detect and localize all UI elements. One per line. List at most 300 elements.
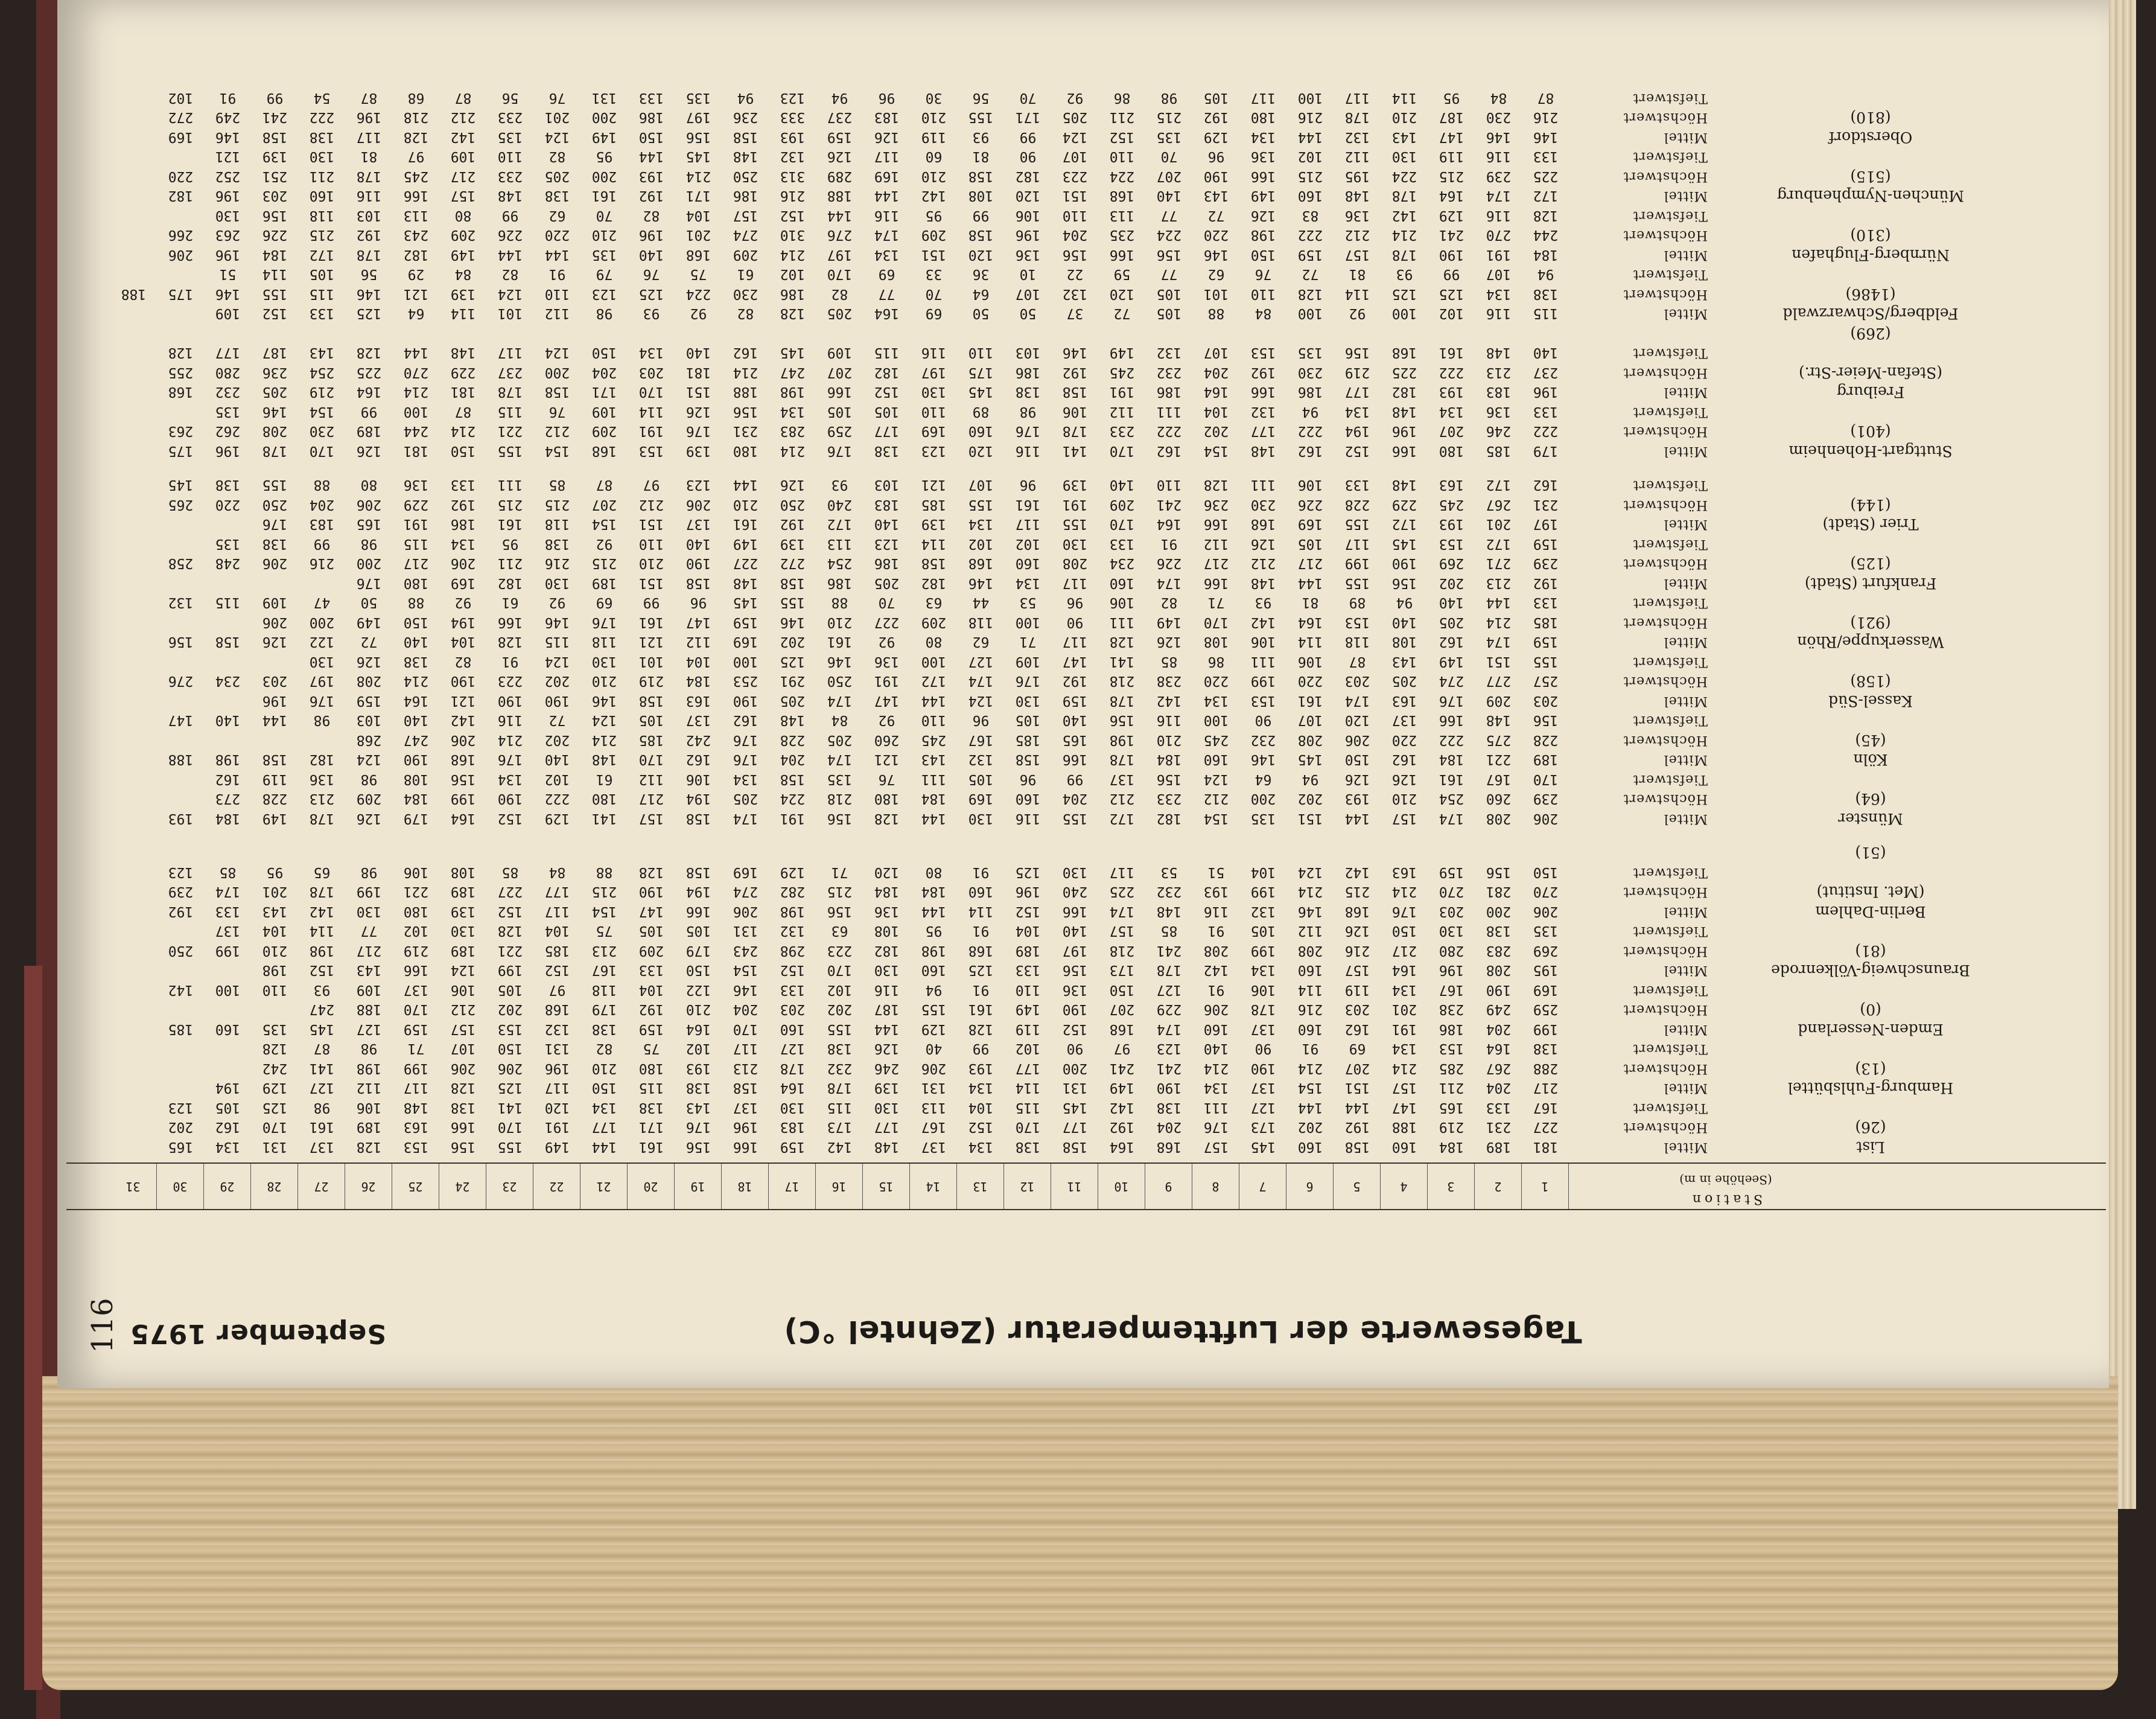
- value-cell: 190: [1391, 555, 1417, 572]
- value-cell: 267: [1486, 497, 1512, 512]
- value-cell: 149: [1156, 614, 1182, 630]
- value-cell: 94: [1396, 595, 1413, 611]
- value-cell: 134: [968, 1139, 994, 1155]
- value-cell: 81: [1349, 266, 1366, 282]
- value-cell: 203: [262, 673, 288, 689]
- value-cell: 185: [921, 497, 947, 512]
- value-cell: 195: [1533, 962, 1559, 978]
- value-cell: 192: [1250, 365, 1276, 380]
- value-cell: 280: [215, 365, 241, 380]
- value-cell: 109: [450, 148, 476, 165]
- value-cell: 202: [544, 673, 570, 689]
- value-cell: 97: [643, 477, 660, 493]
- value-cell: 130: [968, 811, 994, 826]
- value-cell: 69: [1349, 1041, 1366, 1057]
- value-cell: 239: [1533, 791, 1559, 807]
- value-cell: 138: [262, 536, 288, 552]
- title-row: [60, 1307, 2112, 1349]
- value-cell: 207: [591, 497, 617, 512]
- value-cell: 133: [1533, 595, 1559, 611]
- value-cell: 210: [262, 943, 288, 958]
- value-cell: 106: [356, 1100, 382, 1115]
- value-cell: 176: [733, 732, 758, 748]
- value-cell: 206: [262, 555, 288, 572]
- value-cell: 101: [497, 305, 523, 322]
- value-cell: 114: [1344, 286, 1370, 302]
- value-cell: 123: [168, 864, 194, 880]
- value-cell: 84: [831, 712, 848, 729]
- value-cell: 212: [638, 497, 664, 512]
- page-stack-bottom: [42, 1376, 2118, 1690]
- value-cell: 152: [544, 962, 570, 978]
- value-cell: 163: [685, 693, 711, 709]
- value-cell: 161: [638, 1139, 664, 1155]
- value-cell: 187: [874, 1001, 900, 1018]
- value-cell: 155: [921, 1001, 947, 1018]
- value-cell: 220: [168, 168, 194, 184]
- station-name: Münster: [1838, 810, 1903, 828]
- value-cell: 221: [497, 943, 523, 958]
- table-row: [66, 226, 2106, 244]
- value-cell: 98: [313, 1100, 331, 1115]
- value-type-label: Tiefstwert: [1632, 477, 1708, 493]
- value-cell: 247: [403, 732, 429, 748]
- value-cell: 241: [1109, 1060, 1135, 1076]
- value-cell: 193: [168, 811, 194, 826]
- value-cell: 145: [685, 148, 711, 165]
- value-cell: 133: [638, 90, 664, 106]
- value-type-label: Mittel: [1663, 634, 1708, 650]
- value-cell: 196: [1439, 962, 1464, 978]
- value-cell: 105: [1297, 536, 1323, 552]
- value-cell: 95: [266, 864, 284, 880]
- value-cell: 135: [497, 129, 523, 145]
- value-cell: 178: [780, 1060, 806, 1076]
- value-cell: 202: [1297, 791, 1323, 807]
- station-name: Emden-Nesserland: [1798, 1021, 1944, 1038]
- value-cell: 144: [827, 208, 853, 223]
- value-cell: 114: [450, 305, 476, 322]
- value-cell: 151: [1062, 188, 1088, 204]
- value-cell: 189: [591, 575, 617, 591]
- value-type-label: Höchstwert: [1623, 110, 1708, 126]
- value-cell: 82: [501, 266, 519, 282]
- value-cell: 178: [1250, 1001, 1276, 1018]
- value-cell: 116: [356, 188, 382, 204]
- value-cell: 153: [1250, 345, 1276, 361]
- value-cell: 153: [1344, 614, 1370, 630]
- value-cell: 134: [1344, 404, 1370, 419]
- value-cell: 156: [262, 208, 288, 223]
- value-cell: 141: [591, 811, 617, 826]
- value-cell: 133: [638, 962, 664, 978]
- value-cell: 120: [1109, 286, 1135, 302]
- value-cell: 241: [262, 109, 288, 126]
- value-cell: 99: [972, 208, 990, 223]
- value-cell: 200: [309, 614, 335, 630]
- value-cell: 276: [827, 227, 853, 243]
- value-cell: 230: [733, 286, 758, 302]
- value-cell: 168: [544, 1001, 570, 1018]
- value-cell: 150: [1533, 864, 1559, 880]
- value-cell: 76: [1254, 266, 1272, 282]
- value-cell: 161: [1439, 771, 1464, 787]
- value-cell: 137: [1391, 712, 1417, 729]
- value-cell: 95: [596, 148, 613, 165]
- value-cell: 206: [168, 247, 194, 263]
- value-cell: 79: [596, 266, 613, 282]
- value-cell: 76: [643, 266, 660, 282]
- value-cell: 146: [733, 982, 758, 998]
- value-cell: 203: [262, 188, 288, 204]
- table-row: [66, 942, 2106, 960]
- value-cell: 139: [1062, 477, 1088, 493]
- value-cell: 158: [638, 693, 664, 709]
- value-cell: 146: [1062, 345, 1088, 361]
- value-cell: 94: [831, 90, 848, 106]
- value-cell: 136: [1486, 404, 1512, 419]
- value-cell: 188: [168, 751, 194, 768]
- table-header: [66, 1162, 2106, 1210]
- value-cell: 196: [733, 1119, 758, 1135]
- value-cell: 182: [403, 247, 429, 263]
- value-cell: 227: [874, 614, 900, 630]
- value-cell: 198: [921, 943, 947, 958]
- value-cell: 111: [1250, 654, 1276, 669]
- page-number: 116: [86, 1298, 119, 1353]
- value-cell: 70: [878, 595, 895, 611]
- value-cell: 134: [1486, 286, 1512, 302]
- value-cell: 127: [780, 1041, 806, 1057]
- value-cell: 116: [1015, 811, 1041, 826]
- value-cell: 188: [1391, 1119, 1417, 1135]
- value-cell: 189: [450, 884, 476, 900]
- value-cell: 97: [549, 982, 566, 998]
- table-row: [66, 981, 2106, 999]
- value-cell: 217: [403, 555, 429, 572]
- value-cell: 91: [972, 923, 990, 939]
- value-cell: 229: [1156, 1001, 1182, 1018]
- value-cell: 204: [309, 497, 335, 512]
- value-cell: 144: [1344, 1100, 1370, 1115]
- value-cell: 131: [733, 923, 758, 939]
- value-cell: 81: [1302, 595, 1319, 611]
- value-cell: 117: [544, 904, 570, 919]
- value-cell: 133: [309, 305, 335, 322]
- value-cell: 161: [591, 188, 617, 204]
- value-cell: 106: [1015, 208, 1041, 223]
- day-header-11: 11: [1051, 1164, 1098, 1209]
- value-cell: 204: [1156, 1119, 1182, 1135]
- value-cell: 215: [827, 884, 853, 900]
- value-cell: 228: [780, 732, 806, 748]
- value-cell: 147: [168, 712, 194, 729]
- value-cell: 224: [1109, 168, 1135, 184]
- value-cell: 134: [215, 1139, 241, 1155]
- value-cell: 280: [1439, 943, 1464, 958]
- value-cell: 147: [685, 614, 711, 630]
- value-cell: 106: [1297, 654, 1323, 669]
- value-cell: 198: [780, 904, 806, 919]
- value-cell: 106: [1109, 595, 1135, 611]
- value-cell: 105: [1156, 305, 1182, 322]
- value-cell: 268: [356, 732, 382, 748]
- value-cell: 161: [1015, 497, 1041, 512]
- value-cell: 104: [262, 923, 288, 939]
- value-cell: 214: [1486, 614, 1512, 630]
- table-row: [66, 496, 2106, 514]
- value-cell: 214: [1391, 1060, 1417, 1076]
- value-cell: 117: [1062, 634, 1088, 650]
- value-cell: 129: [1439, 208, 1464, 223]
- value-cell: 170: [1109, 516, 1135, 532]
- value-cell: 178: [1391, 247, 1417, 263]
- value-cell: 178: [309, 811, 335, 826]
- value-cell: 128: [1297, 286, 1323, 302]
- value-cell: 126: [874, 1041, 900, 1057]
- value-cell: 153: [1250, 693, 1276, 709]
- value-cell: 121: [215, 148, 241, 165]
- value-cell: 124: [356, 751, 382, 768]
- value-cell: 96: [1066, 595, 1084, 611]
- value-cell: 71: [1019, 634, 1037, 650]
- value-cell: 216: [1533, 109, 1559, 126]
- value-cell: 191: [403, 516, 429, 532]
- value-cell: 123: [685, 477, 711, 493]
- value-cell: 245: [1203, 732, 1229, 748]
- value-cell: 228: [1533, 732, 1559, 748]
- value-cell: 158: [1062, 1139, 1088, 1155]
- value-cell: 90: [1066, 614, 1084, 630]
- value-cell: 110: [544, 286, 570, 302]
- value-cell: 130: [356, 904, 382, 919]
- value-cell: 197: [1062, 943, 1088, 958]
- value-cell: 93: [972, 129, 990, 145]
- value-cell: 151: [685, 384, 711, 400]
- table-row: [66, 751, 2106, 769]
- value-cell: 188: [733, 384, 758, 400]
- value-cell: 245: [1109, 365, 1135, 380]
- value-cell: 189: [450, 943, 476, 958]
- value-cell: 102: [1015, 536, 1041, 552]
- value-cell: 155: [827, 1021, 853, 1037]
- value-cell: 133: [1015, 962, 1041, 978]
- table-row: [66, 266, 2106, 284]
- value-cell: 130: [921, 384, 947, 400]
- value-cell: 270: [1439, 884, 1464, 900]
- value-cell: 194: [215, 1080, 241, 1096]
- value-cell: 204: [1062, 791, 1088, 807]
- value-cell: 184: [262, 247, 288, 263]
- value-cell: 164: [356, 384, 382, 400]
- value-cell: 137: [685, 516, 711, 532]
- value-cell: 130: [309, 148, 335, 165]
- value-cell: 215: [1297, 168, 1323, 184]
- value-cell: 82: [454, 654, 472, 669]
- value-cell: 271: [1486, 555, 1512, 572]
- value-cell: 160: [1015, 555, 1041, 572]
- value-cell: 190: [1486, 982, 1512, 998]
- value-cell: 168: [168, 384, 194, 400]
- value-cell: 146: [1203, 247, 1229, 263]
- value-cell: 113: [827, 536, 853, 552]
- value-cell: 138: [1533, 1041, 1559, 1057]
- station-altitude: (269): [1850, 325, 1891, 342]
- value-cell: 117: [1344, 90, 1370, 106]
- day-header-13: 13: [957, 1164, 1004, 1209]
- value-cell: 152: [262, 305, 288, 322]
- value-cell: 72: [1113, 305, 1131, 322]
- table-row: [66, 383, 2106, 401]
- value-cell: 285: [1439, 1060, 1464, 1076]
- value-cell: 143: [309, 345, 335, 361]
- table-row: [66, 187, 2106, 205]
- value-cell: 205: [733, 791, 758, 807]
- value-cell: 176: [1015, 673, 1041, 689]
- value-cell: 133: [450, 477, 476, 493]
- value-cell: 152: [968, 1119, 994, 1135]
- value-type-label: Höchstwert: [1623, 169, 1708, 184]
- value-cell: 164: [450, 811, 476, 826]
- value-cell: 134: [780, 404, 806, 419]
- value-cell: 102: [1297, 148, 1323, 165]
- value-cell: 153: [1439, 536, 1464, 552]
- value-cell: 208: [356, 673, 382, 689]
- value-cell: 140: [1439, 595, 1464, 611]
- value-cell: 181: [403, 443, 429, 459]
- day-header-5: 5: [1334, 1164, 1381, 1209]
- value-cell: 102: [685, 1041, 711, 1057]
- value-cell: 121: [450, 693, 476, 709]
- value-cell: 174: [1156, 575, 1182, 591]
- value-cell: 123: [921, 443, 947, 459]
- value-cell: 135: [1250, 811, 1276, 826]
- value-cell: 174: [215, 884, 241, 900]
- value-cell: 152: [309, 962, 335, 978]
- value-cell: 180: [638, 1060, 664, 1076]
- value-cell: 140: [1203, 1041, 1229, 1057]
- value-cell: 124: [1203, 771, 1229, 787]
- value-cell: 169: [921, 423, 947, 439]
- value-cell: 186: [827, 575, 853, 591]
- value-cell: 214: [685, 168, 711, 184]
- station-altitude: (45): [1855, 732, 1886, 749]
- value-cell: 84: [1254, 305, 1272, 322]
- value-cell: 172: [1391, 516, 1417, 532]
- value-cell: 144: [921, 693, 947, 709]
- value-cell: 93: [643, 305, 660, 322]
- value-cell: 150: [591, 1080, 617, 1096]
- value-cell: 233: [497, 109, 523, 126]
- value-cell: 201: [1486, 516, 1512, 532]
- value-cell: 143: [921, 751, 947, 768]
- value-cell: 174: [1439, 811, 1464, 826]
- value-cell: 196: [1015, 884, 1041, 900]
- value-cell: 91: [1207, 982, 1225, 998]
- value-cell: 117: [544, 1080, 570, 1096]
- value-cell: 214: [1391, 227, 1417, 243]
- value-cell: 152: [780, 208, 806, 223]
- value-cell: 154: [733, 962, 758, 978]
- value-cell: 128: [1533, 208, 1559, 223]
- value-cell: 140: [1156, 188, 1182, 204]
- value-cell: 140: [1062, 923, 1088, 939]
- value-cell: 166: [403, 962, 429, 978]
- value-cell: 266: [168, 227, 194, 243]
- value-cell: 211: [1109, 109, 1135, 126]
- value-cell: 118: [309, 208, 335, 223]
- value-cell: 53: [1019, 595, 1037, 611]
- value-cell: 142: [827, 1139, 853, 1155]
- value-cell: 177: [874, 423, 900, 439]
- value-cell: 134: [733, 771, 758, 787]
- value-cell: 158: [780, 575, 806, 591]
- value-cell: 139: [262, 148, 288, 165]
- value-cell: 192: [1062, 673, 1088, 689]
- value-cell: 84: [549, 864, 566, 880]
- value-cell: 231: [733, 423, 758, 439]
- value-cell: 221: [497, 423, 523, 439]
- value-cell: 191: [1062, 497, 1088, 512]
- value-cell: 112: [638, 771, 664, 787]
- value-cell: 259: [1533, 1001, 1559, 1018]
- value-cell: 227: [497, 884, 523, 900]
- value-cell: 152: [497, 904, 523, 919]
- value-cell: 84: [1490, 90, 1507, 106]
- value-cell: 64: [1254, 771, 1272, 787]
- value-cell: 70: [1019, 90, 1037, 106]
- value-cell: 160: [1297, 1021, 1323, 1037]
- table-row: [66, 809, 2106, 828]
- value-cell: 197: [827, 247, 853, 263]
- value-cell: 81: [972, 148, 990, 165]
- value-cell: 176: [1391, 904, 1417, 919]
- station-name: Köln: [1853, 751, 1888, 769]
- value-cell: 69: [596, 595, 613, 611]
- value-cell: 119: [1015, 1021, 1041, 1037]
- value-cell: 96: [1207, 148, 1225, 165]
- value-cell: 104: [685, 654, 711, 669]
- value-cell: 128: [780, 305, 806, 322]
- value-cell: 139: [685, 443, 711, 459]
- value-cell: 225: [1391, 365, 1417, 380]
- value-cell: 160: [1391, 1139, 1417, 1155]
- value-cell: 225: [1109, 884, 1135, 900]
- value-cell: 138: [309, 129, 335, 145]
- value-cell: 87: [454, 90, 472, 106]
- value-cell: 159: [733, 614, 758, 630]
- value-type-label: Höchstwert: [1623, 884, 1708, 900]
- value-cell: 160: [1203, 1021, 1229, 1037]
- value-cell: 29: [407, 266, 425, 282]
- value-cell: 22: [1066, 266, 1084, 282]
- value-cell: 77: [360, 923, 378, 939]
- value-cell: 151: [638, 575, 664, 591]
- value-cell: 64: [972, 286, 990, 302]
- value-cell: 111: [921, 771, 947, 787]
- value-cell: 196: [638, 227, 664, 243]
- value-cell: 183: [874, 497, 900, 512]
- value-cell: 189: [356, 1119, 382, 1135]
- value-cell: 138: [1015, 1139, 1041, 1155]
- value-cell: 180: [591, 791, 617, 807]
- value-cell: 163: [1439, 477, 1464, 493]
- value-cell: 160: [1297, 962, 1323, 978]
- value-cell: 178: [356, 247, 382, 263]
- value-cell: 174: [1486, 188, 1512, 204]
- value-cell: 136: [874, 654, 900, 669]
- value-cell: 157: [450, 1021, 476, 1037]
